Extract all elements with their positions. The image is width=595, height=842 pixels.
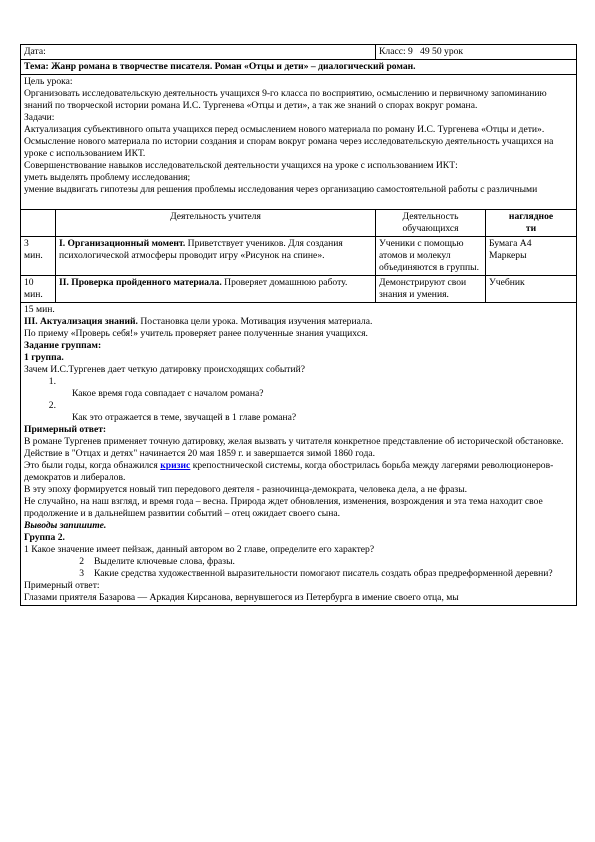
group2-title: Группа 2. [24,532,65,543]
answer-paragraph [24,460,573,484]
visual-cell [486,237,577,276]
body-cell [21,303,577,606]
task-item: умение выдвигать гипотезы для решения проблемы исследования через организацию самостоятельной работы с различными [24,184,538,195]
goals-text: Организовать исследовательскую деятельность учащихся 9-го класса по восприятию, осмыслению и первичному запоминанию знаний по творческой истории романа И.С. Тургенева «Отцы и дети», а так же знаний о спорах вокруг романа. [24,88,547,111]
visual-item: Маркеры [489,250,527,261]
groups-task-title: Задание группам: [24,340,102,351]
teacher-cell [56,237,376,276]
student-header [376,210,486,237]
date-label: Дата: [24,46,46,57]
stage3-text: Постановка цели урока. Мотивация изучения материала. [137,316,373,327]
time-value: 3 [24,238,29,249]
class-label: Класс: 9 [379,46,413,57]
answer2-title: Примерный ответ: [24,580,100,591]
teacher-cell [56,276,376,303]
answer-paragraph: В романе Тургенев применяет точную датировку, желая вызвать у читателя конкретное представление об исторической обстановке. Действие в "Отцах и детях" начинается 20 мая 1859 г. и завершается зимой 1860 года. [24,436,564,459]
time-unit: мин. [24,250,43,261]
task-item: Осмысление нового материала по истории создания и спорам вокруг романа через исследовательскую деятельность учащихся на уроке с использованием ИКТ. [24,136,554,159]
topic-cell [21,60,577,75]
answer-title: Примерный ответ: [24,424,107,435]
visual-item: Бумага А4 [489,238,532,249]
time-unit: мин. [24,289,43,300]
question-text: Какое время года совпадает с началом романа? [72,388,264,399]
answer-text: крепостнической системы, когда обострилась борьба между лагерями революционеров-демократов и либералов. [24,460,554,483]
task-item: Совершенствование навыков исследовательской деятельности учащихся на уроке с использованием ИКТ: [24,160,458,171]
visual-header-label: ти [525,223,537,234]
visual-item: Учебник [489,277,525,288]
stage3-title: III. Актуализация знаний. [24,316,138,327]
list-number: 2. [48,400,56,411]
list-item [24,388,573,400]
topic-text: Тема: Жанр романа в творчестве писателя. Роман «Отцы и дети» – диалогический роман. [24,61,416,72]
class-cell [376,45,577,60]
time-header [21,210,56,237]
question-text: Как это отражается в теме, звучащей в 1 главе романа? [72,412,297,423]
lesson-plan [20,44,576,796]
lesson-table [20,44,577,606]
stage-title: I. Организационный момент. [59,238,186,249]
time-cell [21,276,56,303]
list-item [24,412,573,424]
conclusions-text: Выводы запишите. [24,520,107,531]
stage-text: Проверяет домашнюю работу. [221,277,348,288]
stage-title: II. Проверка пройденного материала. [59,277,222,288]
table-row [21,276,577,303]
stage-text: Приветствует учеников. Для создания психологической атмосферы проводит игру «Рисунок на спине». [59,238,343,261]
answer-text: Это были годы, когда обнажился [24,460,161,471]
answer2-paragraph: Глазами приятеля Базарова — Аркадия Кирсанова, вернувшегося из Петербурга в имение своего отца, мы [24,592,459,603]
time-value: 10 [24,277,34,288]
student-text: Ученики с помощью атомов и молекул объединяются в группы. [379,238,479,273]
group2-question: 1 Какое значение имеет пейзаж, данный автором во 2 главе, определите его характер? [24,544,375,555]
group1-title: 1 группа. [24,352,64,363]
student-cell [376,276,486,303]
visual-cell [486,276,577,303]
list-number: 3 [79,568,84,579]
visual-header-label: наглядное [508,211,554,222]
list-item [24,568,573,580]
task-item: Актуализация субъективного опыта учащихся перед осмыслением нового материала по роману И.С. Тургенева «Отцы и дети». [24,124,545,135]
question-text: Выделите ключевые слова, фразы. [94,556,235,567]
goals-title: Цель урока: [24,76,73,87]
teacher-header [56,210,376,237]
group1-question: Зачем И.С.Тургенев дает четкую датировку происходящих событий? [24,364,305,375]
teacher-header-label: Деятельность учителя [170,211,261,222]
stage3-line [24,316,573,328]
answer-paragraph: В эту эпоху формируется новый тип передового деятеля - разночинца-демократа, человека дела, а не фразы. [24,484,468,495]
list-number: 2 [79,556,84,567]
student-header-label: Деятельность [402,211,459,222]
student-text: Демонстрируют свои знания и умения. [379,277,467,300]
crisis-link[interactable]: кризис [160,460,191,471]
table-row [21,237,577,276]
time-cell [21,237,56,276]
lesson-label: 49 50 урок [420,46,464,57]
student-header-label: обучающихся [402,223,459,234]
stage3-line2: По приему «Проверь себя!» учитель проверяет ранее полученные знания учащихся. [24,328,368,339]
date-cell [21,45,376,60]
list-item [24,376,573,388]
list-item [24,400,573,412]
stage3-time: 15 мин. [24,304,55,315]
list-item [24,556,573,568]
tasks-title: Задачи: [24,112,55,123]
student-cell [376,237,486,276]
goals-cell [21,75,577,210]
list-number: 1. [48,376,56,387]
visual-header [486,210,577,237]
answer-paragraph: Не случайно, на наш взгляд, и время года – весна. Природа ждет обновления, изменения, возрождения и эта тема находит свое продолжение и в дальнейшем развитии событий – отец ожидает своего сына. [24,496,543,519]
task-item: уметь выделять проблему исследования; [24,172,191,183]
question-text: Какие средства художественной выразительности помогают писатель создать образ предреформенной деревни? [94,568,553,579]
